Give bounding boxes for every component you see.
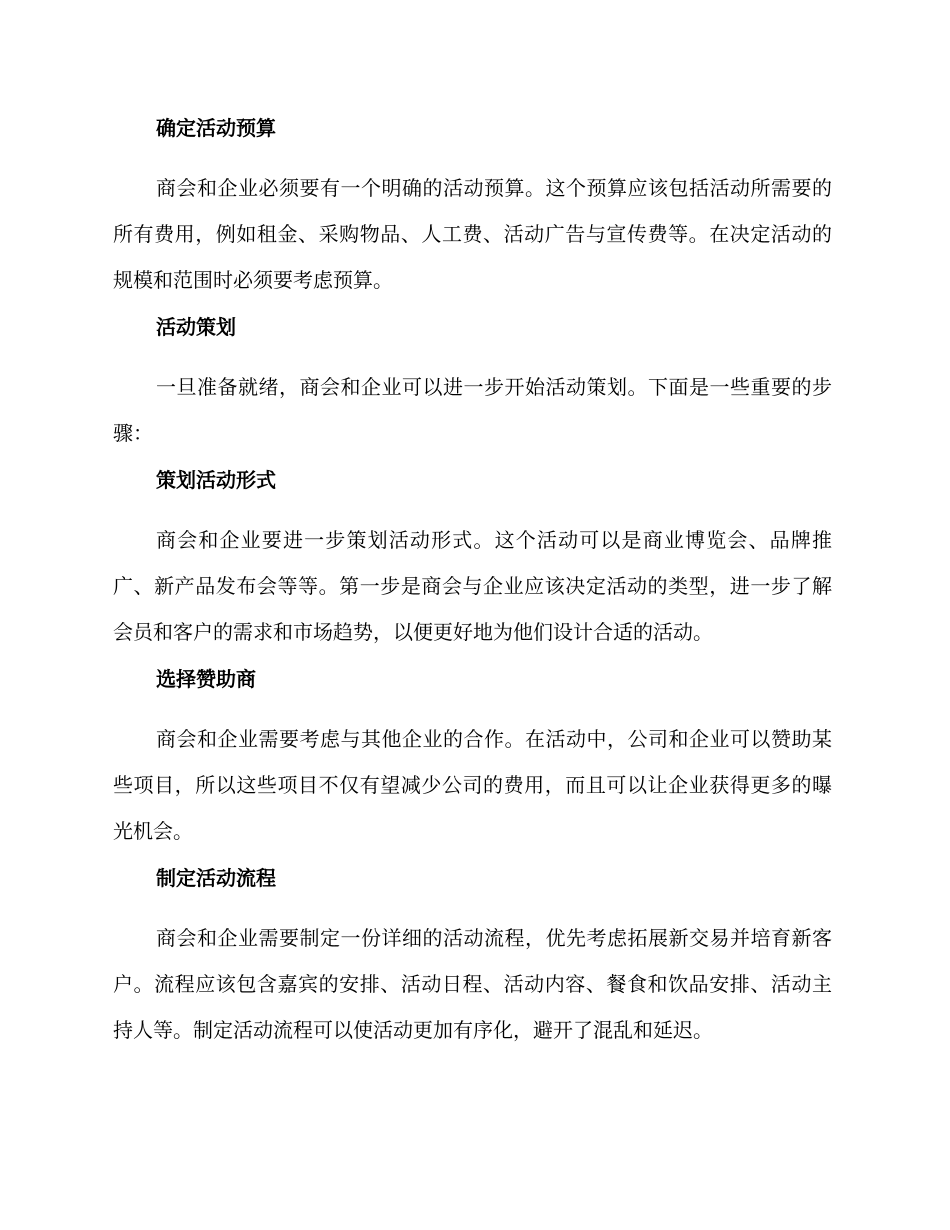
section-heading: 确定活动预算 [156,116,276,140]
section-heading: 活动策划 [156,315,236,339]
section-heading: 制定活动流程 [156,866,276,890]
section-paragraph: 一旦准备就绪，商会和企业可以进一步开始活动策划。下面是一些重要的步骤： [113,375,832,445]
section-process [113,862,832,1053]
section-heading: 选择赞助商 [156,667,256,691]
section-heading: 策划活动形式 [156,468,276,492]
section-paragraph: 商会和企业需要考虑与其他企业的合作。在活动中，公司和企业可以赞助某些项目，所以这些项目不仅有望减少公司的费用，而且可以让企业获得更多的曝光机会。 [113,727,832,843]
section-budget [113,112,832,303]
section-planning [113,311,832,456]
section-format [113,464,832,655]
section-paragraph: 商会和企业需要制定一份详细的活动流程，优先考虑拓展新交易并培育新客户。流程应该包含嘉宾的安排、活动日程、活动内容、餐食和饮品安排、活动主持人等。制定活动流程可以使活动更加有序化，避开了混乱和延迟。 [113,926,832,1042]
section-sponsors [113,663,832,854]
section-paragraph: 商会和企业必须要有一个明确的活动预算。这个预算应该包括活动所需要的所有费用，例如租金、采购物品、人工费、活动广告与宣传费等。在决定活动的规模和范围时必须要考虑预算。 [113,176,832,292]
section-paragraph: 商会和企业要进一步策划活动形式。这个活动可以是商业博览会、品牌推广、新产品发布会等等。第一步是商会与企业应该决定活动的类型，进一步了解会员和客户的需求和市场趋势，以便更好地为他们设计合适的活动。 [113,528,832,644]
